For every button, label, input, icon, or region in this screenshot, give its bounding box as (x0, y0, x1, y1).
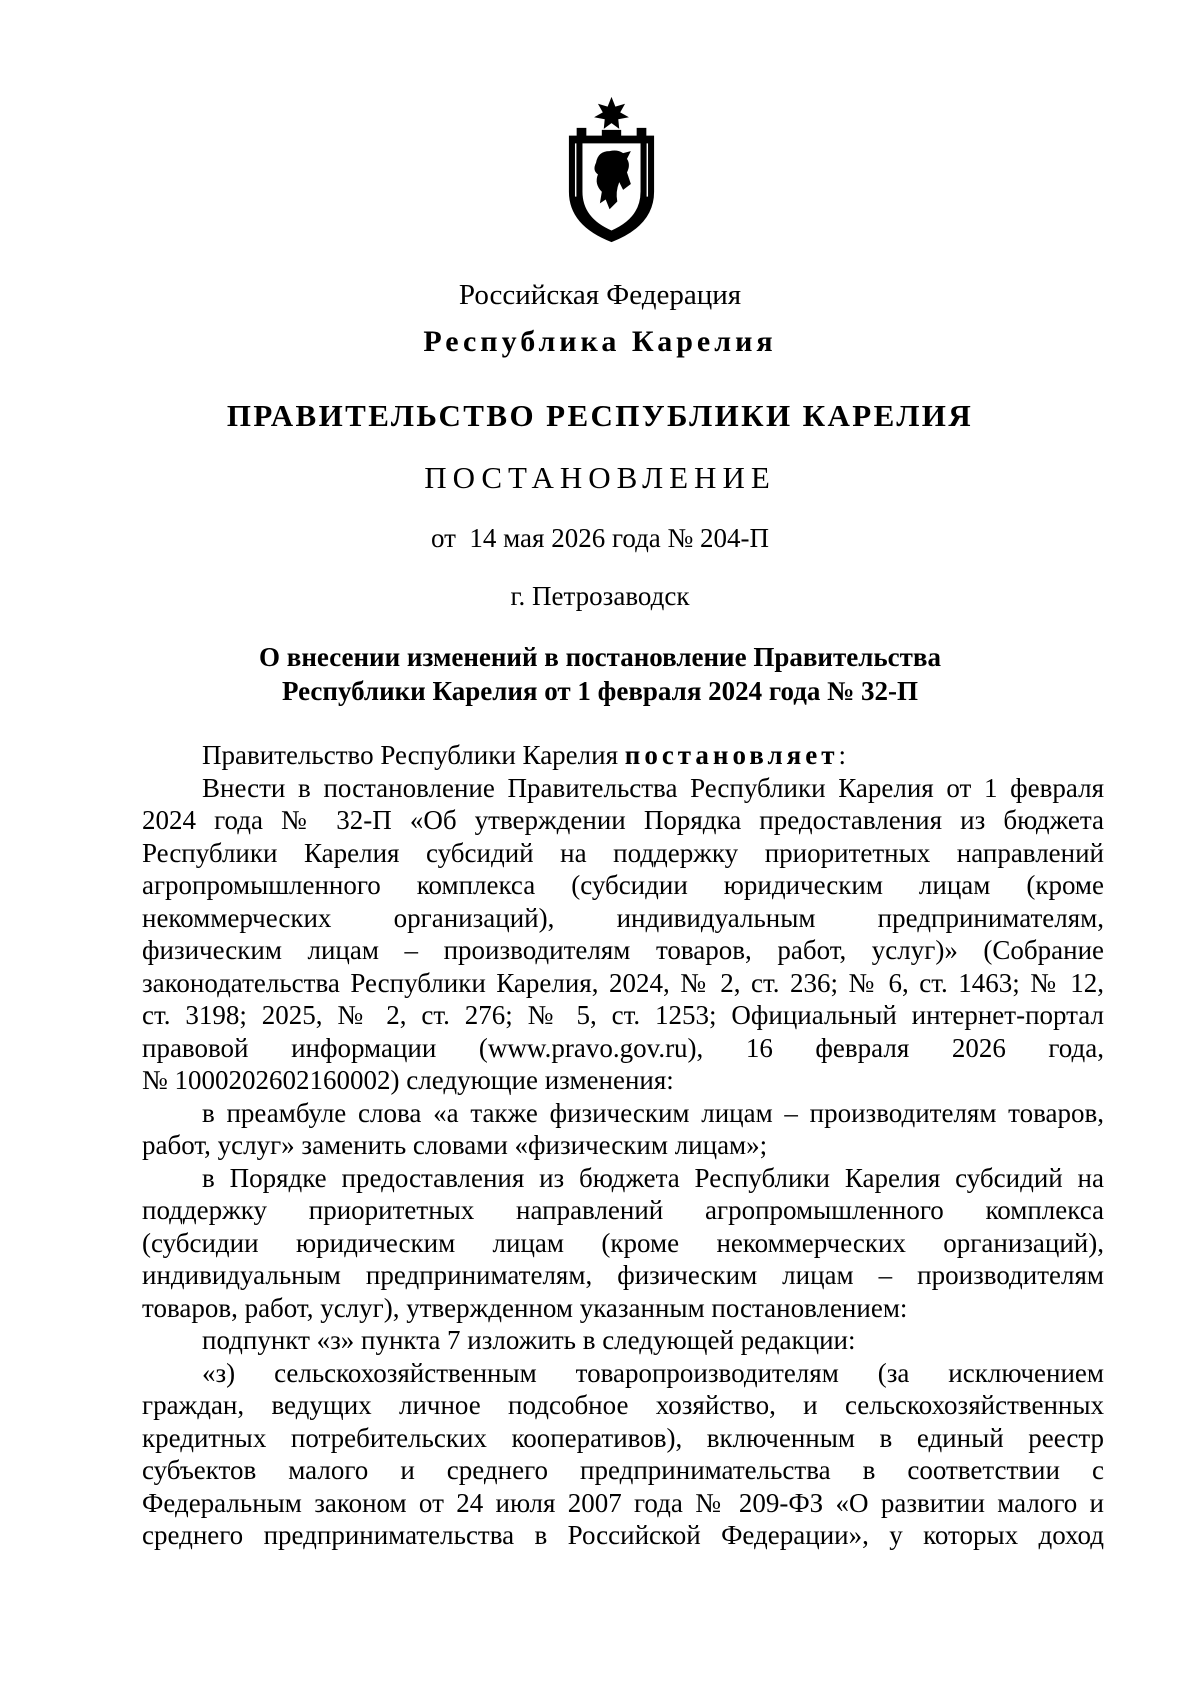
republic-name: Республика Карелия (423, 325, 777, 358)
paragraph-line: «з) сельскохозяйственным товаропроизводителям (за исключением (202, 1357, 1104, 1388)
intro-text: Правительство Республики Карелия (202, 740, 625, 770)
intro-colon: : (838, 740, 847, 770)
paragraph-line: среднего предпринимательства в Российской Федерации», у которых доход (142, 1520, 1104, 1550)
paragraph-line: агропромышленного комплекса (субсидии юридическим лицам (кроме (142, 870, 1104, 900)
paragraph-line: граждан, ведущих личное подсобное хозяйство, и сельскохозяйственных (142, 1390, 1104, 1420)
paragraph-line: (субсидии юридическим лицам (кроме некоммерческих организаций), (142, 1227, 1104, 1258)
paragraph-line: товаров, работ, услуг), утвержденном указанным постановлением: (142, 1292, 908, 1323)
document-type: ПОСТАНОВЛЕНИЕ (424, 460, 776, 495)
paragraph-line: Федеральным законом от 24 июля 2007 года № 209-ФЗ «О развитии малого и (142, 1487, 1104, 1518)
paragraph-line: кредитных потребительских кооперативов), включенным в единый реестр (142, 1422, 1104, 1453)
paragraph-line: законодательства Республики Карелия, 2024, № 2, ст. 236; № 6, ст. 1463; № 12, (142, 967, 1104, 998)
intro-line (142, 739, 1104, 772)
paragraph-line: физическим лицам – производителям товаров, работ, услуг)» (Собрание (142, 935, 1104, 965)
paragraph-line: индивидуальным предпринимателям, физическим лицам – производителям (142, 1260, 1104, 1290)
document-city: г. Петрозаводск (510, 581, 690, 611)
title-line: Республики Карелия от 1 февраля 2024 года № 32-П (281, 676, 919, 706)
title-line: О внесении изменений в постановление Правительства (259, 642, 941, 672)
document-date-number: от 14 мая 2026 года № 204-П (430, 523, 770, 553)
paragraph-line: в Порядке предоставления из бюджета Республики Карелия субсидий на (202, 1162, 1104, 1193)
government-name: ПРАВИТЕЛЬСТВО РЕСПУБЛИКИ КАРЕЛИЯ (226, 398, 974, 433)
document-body (142, 739, 1104, 1552)
karelia-coat-of-arms-icon (563, 95, 660, 245)
paragraph-line: работ, услуг» заменить словами «физическим лицам»; (142, 1130, 768, 1160)
paragraph-line: некоммерческих организаций), индивидуальным предпринимателям, (142, 902, 1104, 933)
paragraph-line: 2024 года № 32-П «Об утверждении Порядка предоставления из бюджета (142, 805, 1104, 835)
paragraph-line: № 1000202602160002) следующие изменения: (142, 1065, 674, 1095)
paragraph-line: Республики Карелия субсидий на поддержку приоритетных направлений (142, 837, 1104, 868)
resolves-keyword: постановляет (624, 740, 839, 770)
paragraph-line: субъектов малого и среднего предпринимательства в соответствии с (142, 1455, 1104, 1485)
paragraph-line: Внести в постановление Правительства Республики Карелия от 1 февраля (202, 772, 1104, 803)
country-name: Российская Федерация (458, 279, 742, 311)
paragraph-line: в преамбуле слова «а также физическим лицам – производителям товаров, (202, 1097, 1104, 1128)
paragraph-line: ст. 3198; 2025, № 2, ст. 276; № 5, ст. 1253; Официальный интернет-портал (142, 1000, 1104, 1030)
paragraph-line: правовой информации (www.pravo.gov.ru), 16 февраля 2026 года, (142, 1032, 1104, 1063)
paragraph-line: подпункт «з» пункта 7 изложить в следующей редакции: (202, 1325, 856, 1355)
document-title (0, 640, 1200, 708)
paragraph-line: поддержку приоритетных направлений агропромышленного комплекса (142, 1195, 1104, 1225)
